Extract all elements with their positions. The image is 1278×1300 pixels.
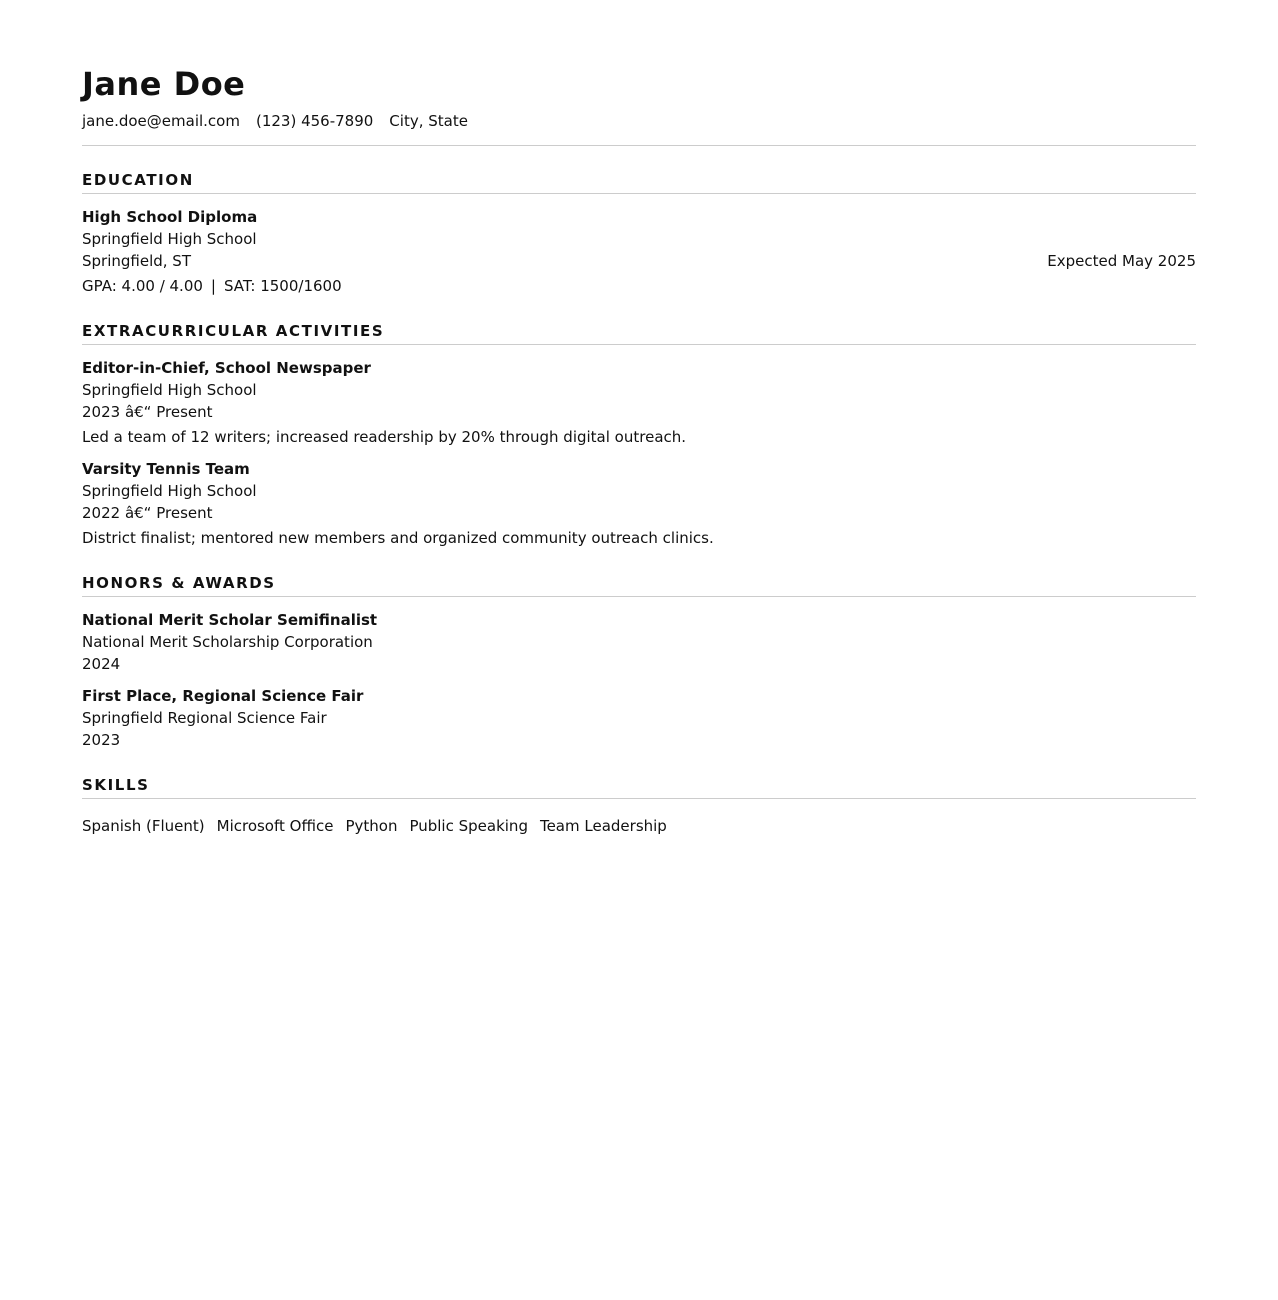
activity-entry xyxy=(82,459,1196,549)
scores-separator: | xyxy=(210,277,216,295)
skills-list xyxy=(82,815,1196,837)
honors-section xyxy=(82,573,1196,751)
skill-item: Microsoft Office xyxy=(216,817,334,835)
resume-header xyxy=(82,62,1196,146)
activity-description: District finalist; mentored new members and organized community outreach clinics. xyxy=(82,529,714,547)
school-name: Springfield High School xyxy=(82,230,257,248)
contact-location: City, State xyxy=(389,112,468,130)
activities-heading: EXTRACURRICULAR ACTIVITIES xyxy=(82,321,1196,345)
skills-heading: SKILLS xyxy=(82,775,1196,799)
award-title: First Place, Regional Science Fair xyxy=(82,687,364,705)
contact-line xyxy=(82,111,1196,146)
activity-role: Varsity Tennis Team xyxy=(82,460,250,478)
award-org: Springfield Regional Science Fair xyxy=(82,709,327,727)
award-org: National Merit Scholarship Corporation xyxy=(82,633,373,651)
honors-heading: HONORS & AWARDS xyxy=(82,573,1196,597)
sat-text: SAT: 1500/1600 xyxy=(223,277,342,295)
skill-item: Public Speaking xyxy=(409,817,528,835)
skill-item: Team Leadership xyxy=(539,817,667,835)
resume-page xyxy=(82,0,1196,837)
skills-section xyxy=(82,775,1196,837)
activity-role: Editor-in-Chief, School Newspaper xyxy=(82,359,371,377)
award-entry xyxy=(82,686,1196,751)
award-year: 2023 xyxy=(82,731,121,749)
school-location-row xyxy=(82,250,1196,272)
education-entry xyxy=(82,207,1196,297)
skill-item: Python xyxy=(345,817,398,835)
activity-entry xyxy=(82,358,1196,448)
award-title: National Merit Scholar Semifinalist xyxy=(82,611,378,629)
contact-phone: (123) 456-7890 xyxy=(255,112,374,130)
skill-item: Spanish (Fluent) xyxy=(82,817,205,835)
award-entry xyxy=(82,610,1196,675)
degree-title: High School Diploma xyxy=(82,208,258,226)
award-year: 2024 xyxy=(82,655,121,673)
gpa-text: GPA: 4.00 / 4.00 xyxy=(82,277,203,295)
contact-email: jane.doe@email.com xyxy=(82,112,240,130)
activity-org: Springfield High School xyxy=(82,381,257,399)
activity-org: Springfield High School xyxy=(82,482,257,500)
scores-line xyxy=(82,275,1196,297)
activity-description: Led a team of 12 writers; increased readership by 20% through digital outreach. xyxy=(82,428,687,446)
graduation-date: Expected May 2025 xyxy=(1047,252,1196,270)
candidate-name: Jane Doe xyxy=(82,65,246,103)
education-heading: EDUCATION xyxy=(82,170,1196,194)
school-location: Springfield, ST xyxy=(82,252,191,270)
activity-dates: 2022 â€“ Present xyxy=(82,504,213,522)
education-section xyxy=(82,170,1196,297)
activity-dates: 2023 â€“ Present xyxy=(82,403,213,421)
activities-section xyxy=(82,321,1196,549)
